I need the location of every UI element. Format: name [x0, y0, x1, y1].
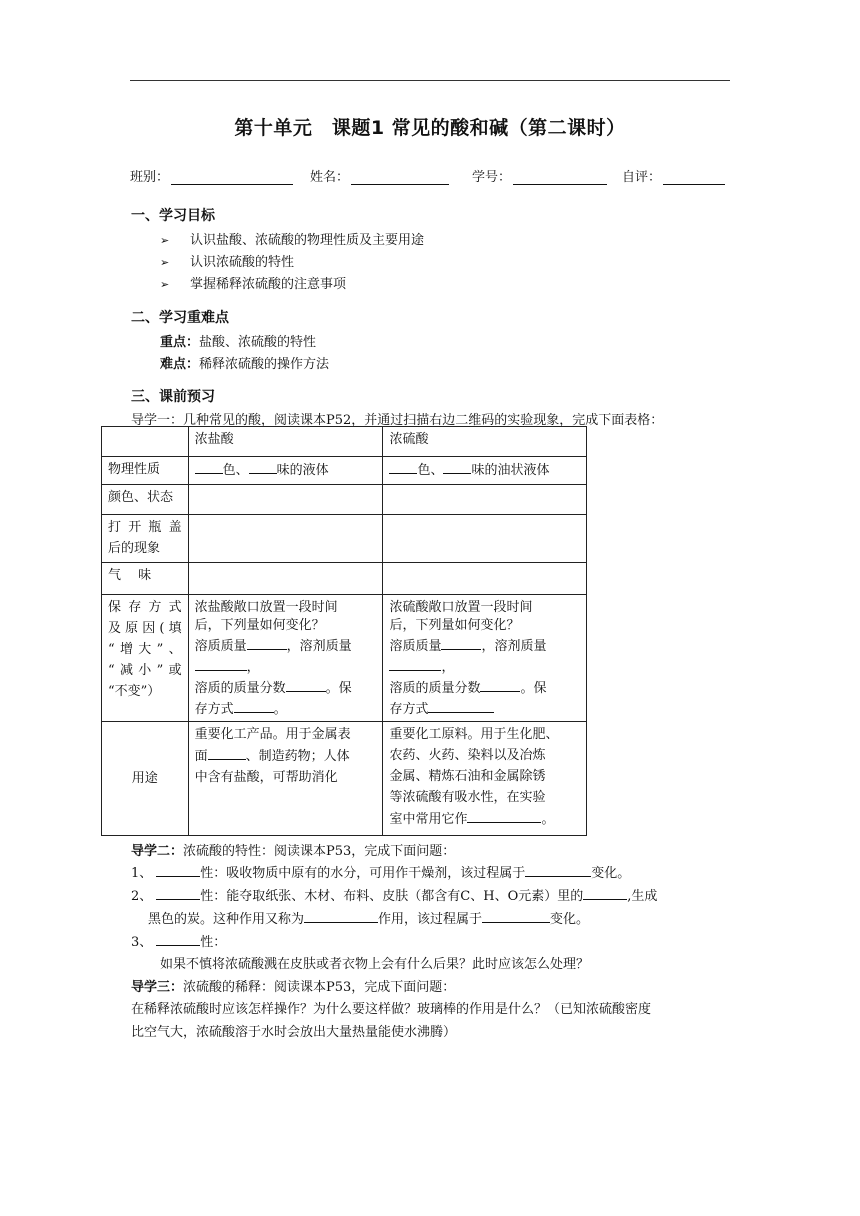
answer-blank[interactable]: [156, 885, 200, 900]
page-title: 第十单元 课题1 常见的酸和碱（第二课时）: [234, 117, 626, 139]
arrow-bullet-icon: ➢: [160, 256, 170, 269]
cell-h2so4-physical: 色、 味的油状液体: [383, 457, 587, 485]
table-row: [102, 485, 587, 515]
section-preview-title: 三、课前预习: [131, 389, 215, 405]
answer-blank[interactable]: [156, 862, 200, 877]
empty-header-cell: [102, 427, 189, 457]
student-number-blank[interactable]: [513, 170, 607, 185]
cell-h2so4-odor[interactable]: [383, 563, 587, 595]
goal-item: ➢ 掌握稀释浓硫酸的注意事项: [160, 277, 347, 292]
answer-blank[interactable]: [195, 459, 223, 474]
table-header-row: [102, 427, 587, 457]
arrow-bullet-icon: ➢: [160, 278, 170, 291]
cell-h2so4-open-phenomenon[interactable]: [383, 515, 587, 563]
goal-item: ➢ 认识浓硫酸的特性: [160, 255, 295, 270]
guide1-intro: 导学一：几种常见的酸，阅读课本P52，并通过扫描右边二维码的实验现象，完成下面表格：: [131, 413, 664, 428]
col-header-h2so4: 浓硫酸: [383, 427, 587, 457]
row-label-storage: 保存方式 及原因(填 “增大”、 “减小”或 “不变”）: [102, 595, 189, 722]
cell-hcl-color-state[interactable]: [188, 485, 383, 515]
answer-blank[interactable]: [208, 745, 246, 760]
goal-item: ➢ 认识盐酸、浓硫酸的物理性质及主要用途: [160, 233, 425, 248]
table-row: [102, 722, 587, 836]
answer-blank[interactable]: [156, 931, 200, 946]
guide2-question-3-text: 如果不慎将浓硫酸溅在皮肤或者衣物上会有什么后果？此时应该怎么处理？: [160, 957, 590, 972]
self-evaluation-field: 自评：: [622, 166, 725, 185]
name-blank[interactable]: [351, 170, 449, 185]
table-row: [102, 595, 587, 722]
answer-blank[interactable]: [480, 677, 520, 692]
guide2-question-2: 2、 性：能夺取纸张、木材、布料、皮肤（都含有C、H、O元素）里的 ,生成: [131, 885, 657, 904]
answer-blank[interactable]: [389, 656, 441, 671]
header-rule: [130, 80, 730, 81]
cell-h2so4-storage: 浓硫酸敞口放置一段时间 后，下列量如何变化？ 溶质质量 ，溶剂质量 ， 溶质的质量分数 。保 存方式: [383, 595, 587, 722]
table-row: [102, 457, 587, 485]
cell-hcl-odor[interactable]: [188, 563, 383, 595]
table-row: [102, 515, 587, 563]
guide2-question-3: 3、 性：: [131, 931, 226, 950]
student-number-field: 学号：: [472, 166, 622, 185]
cell-hcl-open-phenomenon[interactable]: [188, 515, 383, 563]
arrow-bullet-icon: ➢: [160, 234, 170, 247]
answer-blank[interactable]: [247, 635, 287, 650]
cell-hcl-storage: 浓盐酸敞口放置一段时间 后，下列量如何变化？ 溶质质量 ，溶剂质量 ， 溶质的质量分数 。保 存方式 。: [188, 595, 383, 722]
answer-blank[interactable]: [195, 656, 247, 671]
name-field: 姓名：: [310, 166, 472, 185]
guide3-question-line-2: 比空气大，浓硫酸溶于水时会放出大量热量能使水沸腾）: [131, 1025, 457, 1040]
guide2-question-2-cont: 黑色的炭。这种作用又称为 作用，该过程属于 变化。: [148, 908, 589, 927]
row-label-uses: 用途: [102, 722, 189, 836]
guide2-intro: 导学二：浓硫酸的特性：阅读课本P53，完成下面问题：: [131, 844, 456, 859]
key-point: 重点：盐酸、浓硫酸的特性: [160, 335, 317, 350]
guide3-question-line-1: 在稀释浓硫酸时应该怎样操作？为什么要这样做？玻璃棒的作用是什么？（已知浓硫酸密度: [131, 1002, 652, 1017]
cell-h2so4-color-state[interactable]: [383, 485, 587, 515]
class-blank[interactable]: [171, 170, 293, 185]
answer-blank[interactable]: [389, 459, 417, 474]
guide2-question-1: 1、 性：吸收物质中原有的水分，可用作干燥剂，该过程属于 变化。: [131, 862, 630, 881]
row-label-physical: 物理性质: [102, 457, 189, 485]
answer-blank[interactable]: [304, 908, 378, 923]
answer-blank[interactable]: [583, 885, 627, 900]
row-label-odor: 气 味: [102, 563, 189, 595]
section-learning-goals-title: 一、学习目标: [131, 208, 215, 224]
guide3-intro: 导学三：浓硫酸的稀释：阅读课本P53，完成下面问题：: [131, 980, 456, 995]
section-key-points-title: 二、学习重难点: [131, 310, 229, 326]
answer-blank[interactable]: [428, 698, 494, 713]
difficult-point: 难点：稀释浓硫酸的操作方法: [160, 357, 330, 372]
answer-blank[interactable]: [286, 677, 326, 692]
student-info-row: [130, 166, 730, 185]
col-header-hcl: 浓盐酸: [188, 427, 383, 457]
answer-blank[interactable]: [234, 698, 274, 713]
answer-blank[interactable]: [441, 635, 481, 650]
answer-blank[interactable]: [249, 459, 277, 474]
row-label-open-phenomenon: 打开瓶盖 后的现象: [102, 515, 189, 563]
table-row: [102, 563, 587, 595]
class-field: 班别：: [130, 166, 310, 185]
cell-h2so4-uses: 重要化工原料。用于生化肥、 农药、火药、染料以及冶炼 金属、精炼石油和金属除锈 等浓硫酸有吸水性，在实验 室中常用它作 。: [383, 722, 587, 836]
row-label-color-state: 颜色、状态: [102, 485, 189, 515]
answer-blank[interactable]: [525, 862, 591, 877]
cell-hcl-physical: 色、 味的液体: [188, 457, 383, 485]
answer-blank[interactable]: [443, 459, 471, 474]
answer-blank[interactable]: [467, 808, 541, 823]
acid-properties-table: [101, 426, 587, 836]
cell-hcl-uses: 重要化工产品。用于金属表 面 、制造药物；人体 中含有盐酸，可帮助消化: [188, 722, 383, 836]
self-evaluation-blank[interactable]: [663, 170, 725, 185]
answer-blank[interactable]: [482, 908, 550, 923]
